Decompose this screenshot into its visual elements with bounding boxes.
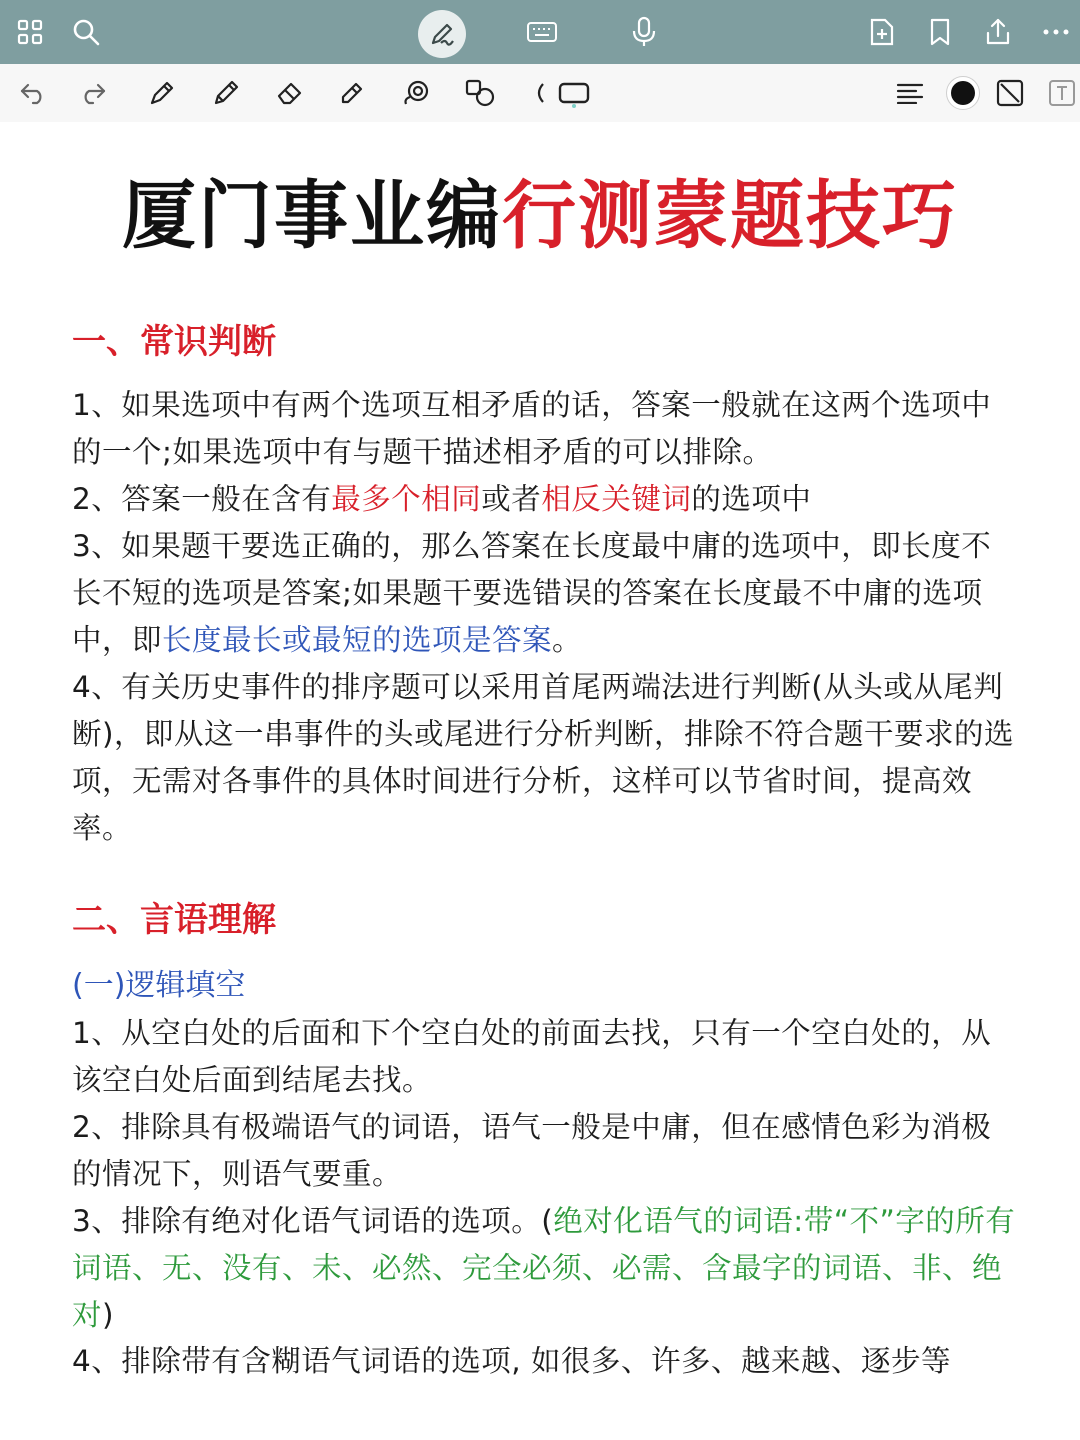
highlight-red: 相反关键词 bbox=[541, 482, 692, 516]
grid-view-icon[interactable] bbox=[10, 12, 50, 52]
background-color-icon[interactable] bbox=[990, 73, 1030, 113]
pen-icon bbox=[427, 19, 457, 49]
bookmark-icon[interactable] bbox=[920, 12, 960, 52]
paragraph-6: 2、排除具有极端语气的词语，语气一般是中庸，但在感情色彩为消极的情况下，则语气要重。 bbox=[72, 1110, 992, 1191]
text-span: 2、答案一般在含有 bbox=[72, 482, 332, 516]
undo-icon[interactable] bbox=[14, 73, 54, 113]
note-page[interactable] bbox=[0, 122, 1080, 1440]
text-style-icon[interactable] bbox=[1042, 73, 1080, 113]
paragraph-5: 1、从空白处的后面和下个空白处的前面去找，只有一个空白处的，从该空白处后面到结尾去找。 bbox=[72, 1016, 992, 1097]
pencil-tool-icon[interactable] bbox=[206, 73, 246, 113]
fountain-pen-tool-icon[interactable] bbox=[142, 73, 182, 113]
highlight-red: 最多个相同 bbox=[331, 482, 482, 516]
share-icon[interactable] bbox=[978, 12, 1018, 52]
top-app-bar bbox=[0, 0, 1080, 64]
page-title bbox=[0, 166, 1080, 266]
subsection-heading-logic-fill: (一)逻辑填空 bbox=[72, 968, 246, 1003]
text-color-button[interactable] bbox=[946, 76, 980, 110]
text-align-icon[interactable] bbox=[890, 73, 930, 113]
text-span: 3、如果题干要选正确的，那么答案在长度最中庸的选项中，即长度不长不短的选项是答案;如果题干要选错误的答案在长度最不中庸的选项中，即 bbox=[72, 529, 992, 657]
highlight-green: 绝对化语气的词语:带“不”字的所有词语、无、没有、未、必然、完全必须、必需、含最字的词语、非、绝对 bbox=[72, 1204, 1016, 1332]
eraser-tool-icon[interactable] bbox=[270, 73, 310, 113]
text-span: 的选项中 bbox=[691, 482, 812, 516]
add-page-icon[interactable] bbox=[862, 12, 902, 52]
section-heading-verbal: 二、言语理解 bbox=[72, 900, 276, 940]
title-part-black: 厦门事业编 bbox=[122, 173, 502, 259]
search-icon[interactable] bbox=[66, 12, 106, 52]
highlight-blue: 长度最长或最短的选项是答案 bbox=[162, 623, 553, 657]
paragraph-3 bbox=[72, 523, 1018, 664]
more-options-icon[interactable] bbox=[1036, 12, 1076, 52]
text-span: ) bbox=[102, 1298, 115, 1332]
text-span: 。 bbox=[552, 623, 583, 657]
black-color-swatch bbox=[951, 81, 975, 105]
shapes-tool-icon[interactable] bbox=[460, 73, 500, 113]
microphone-icon[interactable] bbox=[624, 12, 664, 52]
text-box-tool-icon[interactable] bbox=[554, 73, 594, 113]
title-part-red: 行测蒙题技巧 bbox=[502, 173, 958, 259]
paragraph-1: 1、如果选项中有两个选项互相矛盾的话，答案一般就在这两个选项中的一个;如果选项中有与题干描述相矛盾的可以排除。 bbox=[72, 388, 992, 469]
paragraph-2 bbox=[72, 476, 1018, 523]
highlighter-tool-icon[interactable] bbox=[332, 73, 372, 113]
paragraph-4: 4、有关历史事件的排序题可以采用首尾两端法进行判断(从头或从尾判断)，即从这一串事件的头或尾进行分析判断，排除不符合题干要求的选项，无需对各事件的具体时间进行分析，这样可以节省时间，提高效率。 bbox=[72, 670, 1015, 845]
lasso-tool-icon[interactable] bbox=[396, 73, 436, 113]
text-span: 3、排除有绝对化语气词语的选项。( bbox=[72, 1204, 554, 1238]
drawing-toolbar bbox=[0, 64, 1080, 123]
keyboard-icon[interactable] bbox=[522, 12, 562, 52]
redo-icon[interactable] bbox=[72, 73, 112, 113]
handwriting-mode-button[interactable] bbox=[418, 10, 466, 58]
paragraph-7 bbox=[72, 1198, 1018, 1339]
section-heading-common-sense: 一、常识判断 bbox=[72, 322, 276, 362]
paragraph-8: 4、排除带有含糊语气词语的选项, 如很多、许多、越来越、逐步等 bbox=[72, 1344, 952, 1378]
text-span: 或者 bbox=[481, 482, 542, 516]
